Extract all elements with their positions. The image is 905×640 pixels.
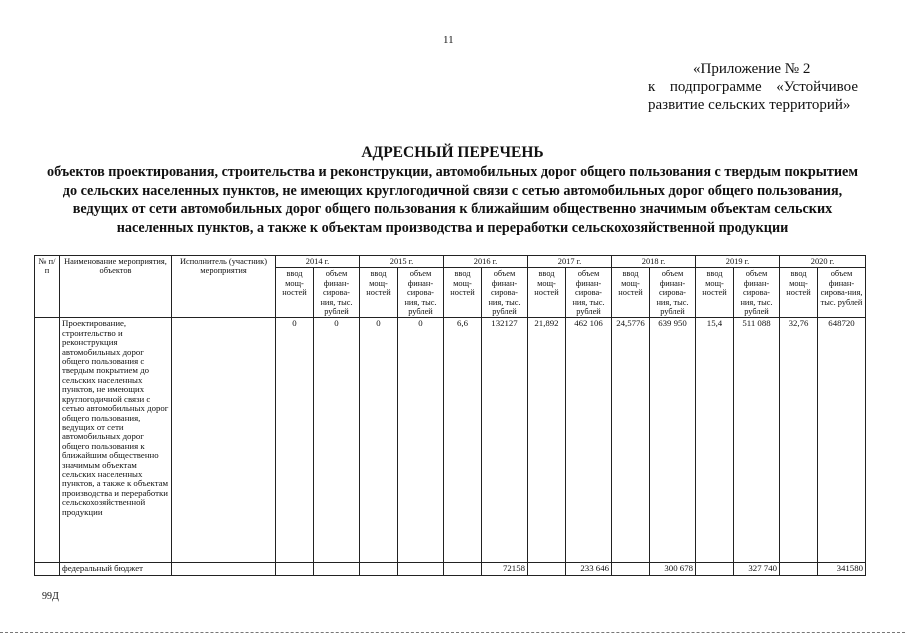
- capacity-cell: 0: [276, 318, 314, 563]
- header-capacity: ввод мощ-ностей: [360, 268, 398, 318]
- financing-cell: 0: [398, 318, 444, 563]
- address-list-table: [34, 255, 866, 576]
- appendix-line-2: [648, 78, 858, 96]
- header-row-years: [35, 256, 866, 268]
- header-year: 2019 г.: [696, 256, 780, 268]
- appendix-line-3: развитие сельских территорий»: [648, 97, 851, 113]
- header-financing: объем финан-сирова-ния, тыс. рублей: [734, 268, 780, 318]
- header-capacity: ввод мощ-ностей: [696, 268, 734, 318]
- header-capacity: ввод мощ-ностей: [528, 268, 566, 318]
- header-financing: объем финан-сирова-ния, тыс. рублей: [818, 268, 866, 318]
- header-financing: объем финан-сирова-ния, тыс. рублей: [566, 268, 612, 318]
- page-number: 11: [443, 34, 454, 46]
- table-row: [35, 318, 866, 563]
- appendix-line-2-c: «Устойчивое: [776, 79, 858, 95]
- document-subtitle: объектов проектирования, строительства и реконструкции, автомобильных дорог общего пользования с твердым покрытием до сельских населенных пунктов, не имеющих круглогодичной связи с сетью автомобильных дорог общего пользования, ведущих от сети автомобильных дорог общего пользования к ближайшим общественно значимым объектам сельских населенных пунктов, а также к объектам производства и переработки сельскохозяйственной продукции: [47, 164, 858, 236]
- header-capacity: ввод мощ-ностей: [780, 268, 818, 318]
- header-capacity: ввод мощ-ностей: [612, 268, 650, 318]
- table-cell: [172, 563, 276, 575]
- financing-cell: 462 106: [566, 318, 612, 563]
- financing-cell: 511 088: [734, 318, 780, 563]
- capacity-cell: 6,6: [444, 318, 482, 563]
- appendix-line-2-a: к: [648, 79, 656, 95]
- header-capacity: ввод мощ-ностей: [276, 268, 314, 318]
- document-title: АДРЕСНЫЙ ПЕРЕЧЕНЬ: [361, 144, 544, 161]
- financing-cell: 327 740: [734, 563, 780, 575]
- page-edge-divider: [0, 632, 905, 633]
- financing-cell: 341580: [818, 563, 866, 575]
- header-year: 2020 г.: [780, 256, 866, 268]
- header-financing: объем финан-сирова-ния, тыс. рублей: [482, 268, 528, 318]
- header-name: Наименование мероприятия, объектов: [60, 256, 172, 318]
- capacity-cell: 21,892: [528, 318, 566, 563]
- table-cell: [172, 318, 276, 563]
- financing-cell: 639 950: [650, 318, 696, 563]
- financing-cell: 648720: [818, 318, 866, 563]
- table-cell: [35, 563, 60, 575]
- footer-code: 99Д: [42, 591, 59, 602]
- capacity-cell: 24,5776: [612, 318, 650, 563]
- appendix-line-1: «Приложение № 2: [693, 61, 811, 77]
- appendix-line-2-b: подпрограмме: [669, 79, 762, 95]
- table-cell: [35, 318, 60, 563]
- header-year: 2018 г.: [612, 256, 696, 268]
- header-financing: объем финан-сирова-ния, тыс. рублей: [398, 268, 444, 318]
- capacity-cell: [360, 563, 398, 575]
- row-name-cell: федеральный бюджет: [60, 563, 172, 575]
- appendix-note: [648, 60, 858, 114]
- header-executor: Исполнитель (участник) мероприятия: [172, 256, 276, 318]
- header-financing: объем финан-сирова-ния, тыс. рублей: [650, 268, 696, 318]
- header-financing: объем финан-сирова-ния, тыс. рублей: [314, 268, 360, 318]
- header-year: 2017 г.: [528, 256, 612, 268]
- financing-cell: 233 646: [566, 563, 612, 575]
- header-year: 2016 г.: [444, 256, 528, 268]
- capacity-cell: [528, 563, 566, 575]
- table-row: [35, 563, 866, 575]
- header-year: 2015 г.: [360, 256, 444, 268]
- financing-cell: 0: [314, 318, 360, 563]
- capacity-cell: 32,76: [780, 318, 818, 563]
- header-capacity: ввод мощ-ностей: [444, 268, 482, 318]
- capacity-cell: 15,4: [696, 318, 734, 563]
- financing-cell: 72158: [482, 563, 528, 575]
- capacity-cell: 0: [360, 318, 398, 563]
- financing-cell: 300 678: [650, 563, 696, 575]
- capacity-cell: [612, 563, 650, 575]
- header-year: 2014 г.: [276, 256, 360, 268]
- capacity-cell: [696, 563, 734, 575]
- financing-cell: 132127: [482, 318, 528, 563]
- financing-cell: [314, 563, 360, 575]
- capacity-cell: [444, 563, 482, 575]
- row-name-cell: Проектирование, строительство и реконструкция автомобильных дорог общего пользования с твердым покрытием до сельских населенных пунктов, не имеющих круглогодичной связи с сетью автомобильных дорог общего пользования, ведущих от сети автомобильных дорог общего пользования к ближайшим общественно значимым объектам сельских населенных пунктов, а также к объектам производства и переработки сельскохозяйственной продукции: [60, 318, 172, 563]
- capacity-cell: [780, 563, 818, 575]
- financing-cell: [398, 563, 444, 575]
- header-num: № п/п: [35, 256, 60, 318]
- capacity-cell: [276, 563, 314, 575]
